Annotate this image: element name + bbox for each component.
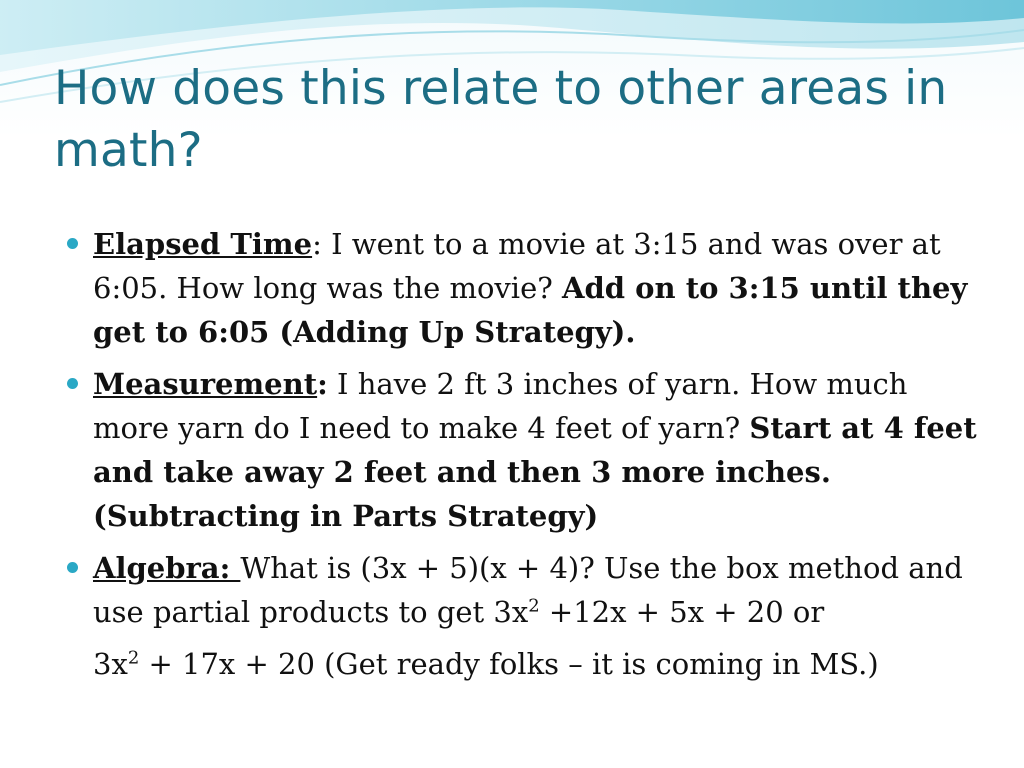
item-lead: Elapsed Time — [93, 227, 313, 261]
item-second-line — [93, 642, 984, 686]
item-strategy: Start at 4 feet and take away 2 feet and then 3 more inches. (Subtracting in Parts Strategy) — [93, 411, 977, 533]
item-text: I went to a movie at 3:15 and was over at 6:05. How long was the movie? — [93, 227, 941, 305]
slide-title: How does this relate to other areas in math? — [54, 61, 948, 178]
bullet-item-algebra — [64, 546, 984, 686]
bullet-dot-icon — [67, 378, 78, 389]
item-lead: Measurement — [93, 367, 318, 401]
item-strategy: Add on to 3:15 until they get to 6:05 (Adding Up Strategy). — [93, 271, 968, 349]
bullet-list — [64, 222, 984, 694]
item-text: What is (3x + 5)(x + 4)? Use the box method and use partial products to get 3x — [93, 551, 963, 629]
item-text: + 17x + 20 (Get ready folks – it is coming in MS.) — [139, 647, 879, 681]
bullet-item-elapsed-time — [64, 222, 984, 354]
item-lead: Algebra: — [93, 551, 241, 585]
item-colon: : — [312, 227, 322, 261]
item-superscript: 2 — [528, 595, 540, 617]
item-text: I have 2 ft 3 inches of yarn. How much more yarn do I need to make 4 feet of yarn? — [93, 367, 908, 445]
bullet-dot-icon — [67, 562, 78, 573]
item-superscript: 2 — [127, 647, 140, 669]
bullet-dot-icon — [67, 238, 78, 249]
item-colon: : — [317, 367, 328, 401]
item-text: +12x + 5x + 20 or — [539, 595, 825, 629]
item-text: 3x — [93, 647, 128, 681]
bullet-item-measurement — [64, 362, 984, 538]
